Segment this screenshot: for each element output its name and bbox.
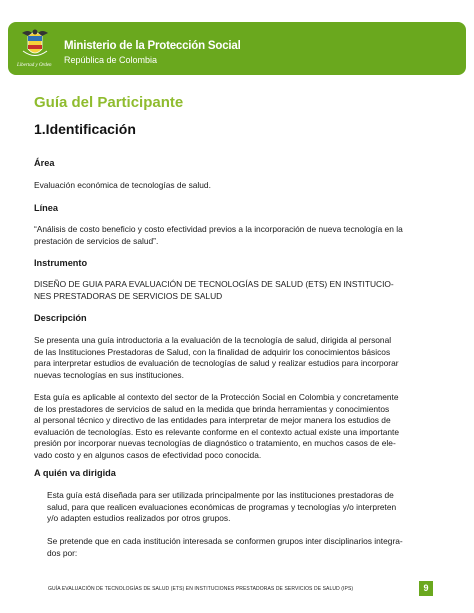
instrumento-text — [34, 279, 442, 302]
paragraph-line: presión por incorporar nuevas tecnologías de diagnóstico o tratamiento, en muchos casos de ele- — [34, 438, 396, 449]
page-number: 9 — [419, 581, 433, 596]
linea-text — [34, 224, 442, 247]
ministry-name: Ministerio de la Protección Social — [64, 40, 241, 52]
descripcion-paragraph-1 — [34, 335, 442, 381]
dirigida-paragraph-2 — [47, 536, 442, 559]
page-title: Guía del Participante — [34, 94, 184, 111]
paragraph-line: dos por: — [47, 547, 78, 558]
paragraph-line: de las Instituciones Prestadoras de Salud, con la finalidad de adquirir los conocimientos básicos — [34, 346, 391, 357]
descripcion-heading: Descripción — [34, 313, 87, 323]
paragraph-line: Se pretende que en cada institución interesada se conformen grupos inter disciplinarios integra- — [47, 536, 403, 546]
paragraph-line: vado costo y en algunos casos de efectividad poco conocida. — [34, 449, 262, 460]
paragraph-line: para interpretar estudios de evaluación de tecnologías de salud y realizar estudios para incorporar — [34, 358, 399, 369]
linea-line: “Análisis de costo beneficio y costo efectividad previos a la incorporación de nueva tecnología en la — [34, 224, 403, 234]
linea-line: prestación de servicios de salud”. — [34, 235, 159, 246]
linea-heading: Línea — [34, 203, 58, 213]
colombia-coat-of-arms-icon — [20, 27, 50, 62]
paragraph-line: Esta guía es aplicable al contexto del sector de la Protección Social en Colombia y concretamente — [34, 392, 399, 402]
paragraph-line: Esta guía está diseñada para ser utilizada principalmente por las instituciones prestadoras de — [47, 490, 394, 500]
paragraph-line: evaluación de tecnologías. Esto es relevante conforme en el contexto actual existe una importante — [34, 426, 399, 437]
descripcion-paragraph-2 — [34, 392, 442, 462]
paragraph-line: al personal técnico y directivo de las entidades para interpretar de mejor manera los estudios de — [34, 415, 391, 426]
header-banner — [8, 22, 466, 75]
dirigida-heading: A quién va dirigida — [34, 468, 116, 478]
paragraph-line: de los prestadores de servicios de salud en la medida que brinda herramientas y conocimientos — [34, 403, 390, 414]
paragraph-line: y/o adapten estudios realizados por otros grupos. — [47, 513, 231, 524]
paragraph-line: nuevas tecnologías en sus instituciones. — [34, 369, 184, 380]
motto-text: Libertad y Orden — [17, 63, 52, 68]
instrumento-heading: Instrumento — [34, 258, 88, 268]
paragraph-line: Se presenta una guía introductoria a la evaluación de la tecnología de salud, dirigida al personal — [34, 335, 392, 345]
republic-name: República de Colombia — [64, 55, 158, 65]
section-title: 1.Identificación — [34, 121, 136, 137]
paragraph-line: salud, para que realicen evaluaciones económicas de programas y tecnologías y/o interpreten — [47, 501, 397, 512]
area-text: Evaluación económica de tecnologías de salud. — [34, 180, 211, 190]
dirigida-paragraph-1 — [47, 490, 442, 525]
instrumento-line: NES PRESTADORAS DE SERVICIOS DE SALUD — [34, 290, 223, 301]
area-heading: Área — [34, 158, 55, 168]
footer-text: GUÍA EVALUACIÓN DE TECNOLOGÍAS DE SALUD (ETS) EN INSTITUCIONES PRESTADORAS DE SERVICIOS DE SALUD (IPS) — [48, 586, 354, 592]
instrumento-line: DISEÑO DE GUIA PARA EVALUACIÓN DE TECNOLOGÍAS DE SALUD (ETS) EN INSTITUCIO- — [34, 279, 394, 289]
